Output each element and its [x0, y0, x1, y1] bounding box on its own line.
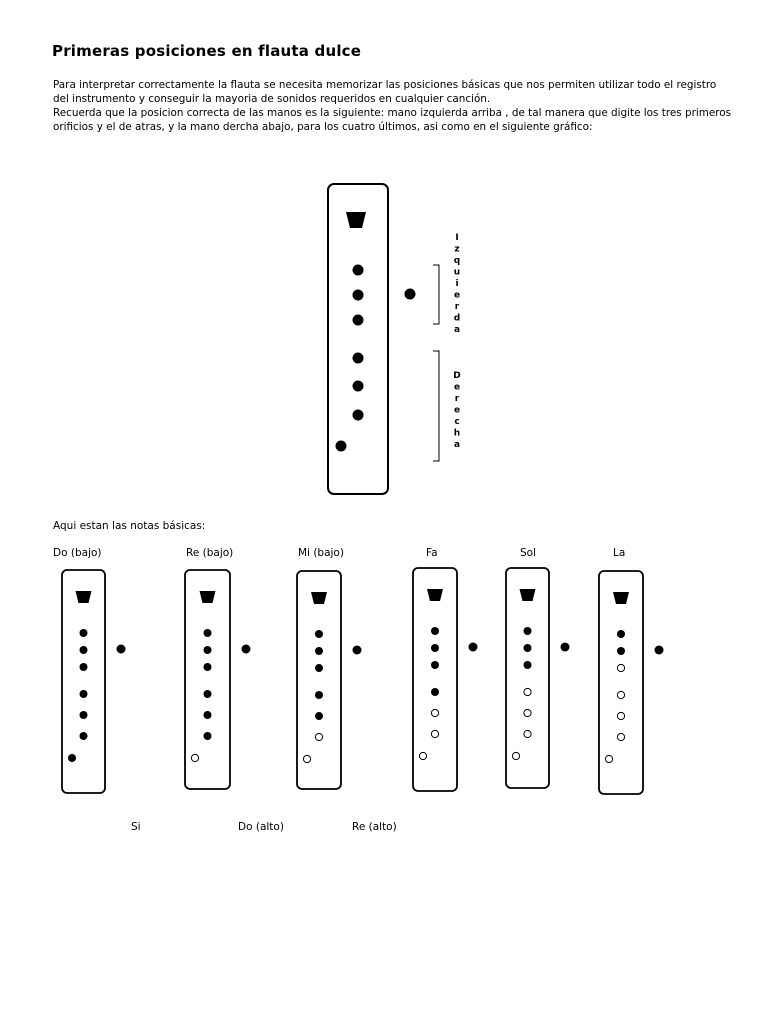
- note-label: Mi (bajo): [298, 547, 344, 559]
- label-letter: e: [453, 290, 461, 301]
- label-letter: d: [453, 313, 461, 324]
- open-hole: [191, 754, 198, 761]
- intro-paragraph: Recuerda que la posicion correcta de las manos es la siguiente: mano izquierda arriba , de tal manera que digite los tres primeros orificios y el de atras, y la mano dercha abajo, para los cuatro últimos, asi como en el siguiente gráfico:: [53, 107, 732, 133]
- closed-hole: [315, 712, 323, 720]
- hole-2: [353, 290, 364, 301]
- main-flute: [328, 184, 416, 494]
- pending-note-label: Do (alto): [238, 821, 284, 833]
- closed-hole: [80, 690, 88, 698]
- label-letter: r: [454, 302, 460, 312]
- closed-hole: [204, 663, 212, 671]
- pending-note-label: Re (alto): [352, 821, 397, 833]
- closed-hole: [431, 688, 439, 696]
- note-diagram: [413, 568, 477, 791]
- open-hole: [524, 688, 531, 695]
- label-letter: i: [455, 279, 459, 289]
- closed-hole: [80, 646, 88, 654]
- closed-hole: [524, 661, 532, 669]
- right-hand-label: [453, 371, 460, 450]
- thumb-hole: [353, 646, 361, 654]
- label-letter: a: [453, 440, 461, 450]
- left-hand-bracket: [433, 265, 439, 324]
- closed-hole: [315, 664, 323, 672]
- closed-hole: [80, 711, 88, 719]
- note-label: Fa: [426, 547, 438, 559]
- closed-hole: [204, 690, 212, 698]
- label-letter: c: [454, 417, 460, 427]
- label-letter: e: [453, 382, 461, 393]
- label-letter: I: [455, 233, 459, 243]
- closed-hole: [204, 629, 212, 637]
- closed-hole: [80, 629, 88, 637]
- closed-hole: [68, 754, 76, 762]
- left-hand-label: [454, 233, 460, 335]
- closed-hole: [204, 732, 212, 740]
- thumb-hole: [561, 643, 569, 651]
- notes-heading: Aqui estan las notas básicas:: [53, 520, 206, 532]
- closed-hole: [431, 661, 439, 669]
- label-letter: D: [453, 371, 461, 381]
- closed-hole: [315, 630, 323, 638]
- note-label: Do (bajo): [53, 547, 102, 559]
- label-letter: h: [453, 428, 461, 439]
- open-hole: [431, 709, 438, 716]
- open-hole: [419, 752, 426, 759]
- closed-hole: [524, 644, 532, 652]
- label-letter: q: [453, 256, 461, 266]
- pending-note-label: Si: [131, 821, 141, 833]
- open-hole: [617, 664, 624, 671]
- note-diagram: [62, 570, 125, 793]
- open-hole: [605, 755, 612, 762]
- open-hole: [617, 733, 624, 740]
- label-letter: e: [453, 405, 461, 416]
- note-label: Sol: [520, 547, 537, 559]
- open-hole: [512, 752, 519, 759]
- thumb-hole: [117, 645, 125, 653]
- open-hole: [524, 709, 531, 716]
- hole-1: [353, 265, 364, 276]
- hole-5: [353, 381, 364, 392]
- right-hand-bracket: [433, 351, 439, 461]
- closed-hole: [315, 647, 323, 655]
- note-diagram: [506, 568, 569, 788]
- notes-diagrams: [62, 568, 663, 794]
- open-hole: [617, 712, 624, 719]
- hole-6: [353, 410, 364, 421]
- closed-hole: [617, 630, 625, 638]
- label-letter: u: [453, 267, 461, 278]
- closed-hole: [80, 663, 88, 671]
- note-diagram: [185, 570, 250, 789]
- intro-paragraph: Para interpretar correctamente la flauta se necesita memorizar las posiciones básicas que nos permiten utilizar todo el registro del instrumento y conseguir la mayoria de sonidos requeridos en cualquier canción.: [53, 79, 717, 105]
- open-hole: [303, 755, 310, 762]
- note-diagram: [297, 571, 361, 789]
- thumb-hole: [242, 645, 250, 653]
- closed-hole: [524, 627, 532, 635]
- open-hole: [431, 730, 438, 737]
- page-title: Primeras posiciones en flauta dulce: [52, 42, 362, 60]
- open-hole: [617, 691, 624, 698]
- note-label: La: [613, 547, 626, 559]
- note-label: Re (bajo): [186, 547, 234, 559]
- label-letter: a: [453, 325, 461, 335]
- closed-hole: [315, 691, 323, 699]
- hole-7: [336, 441, 347, 452]
- label-letter: z: [454, 244, 460, 255]
- open-hole: [315, 733, 322, 740]
- closed-hole: [617, 647, 625, 655]
- thumb-hole: [469, 643, 477, 651]
- open-hole: [524, 730, 531, 737]
- thumb-hole: [655, 646, 663, 654]
- note-diagram: [599, 571, 663, 794]
- closed-hole: [80, 732, 88, 740]
- label-letter: r: [454, 394, 460, 404]
- closed-hole: [204, 711, 212, 719]
- hole-3: [353, 315, 364, 326]
- closed-hole: [431, 627, 439, 635]
- closed-hole: [431, 644, 439, 652]
- closed-hole: [204, 646, 212, 654]
- thumb-hole: [405, 289, 416, 300]
- hole-4: [353, 353, 364, 364]
